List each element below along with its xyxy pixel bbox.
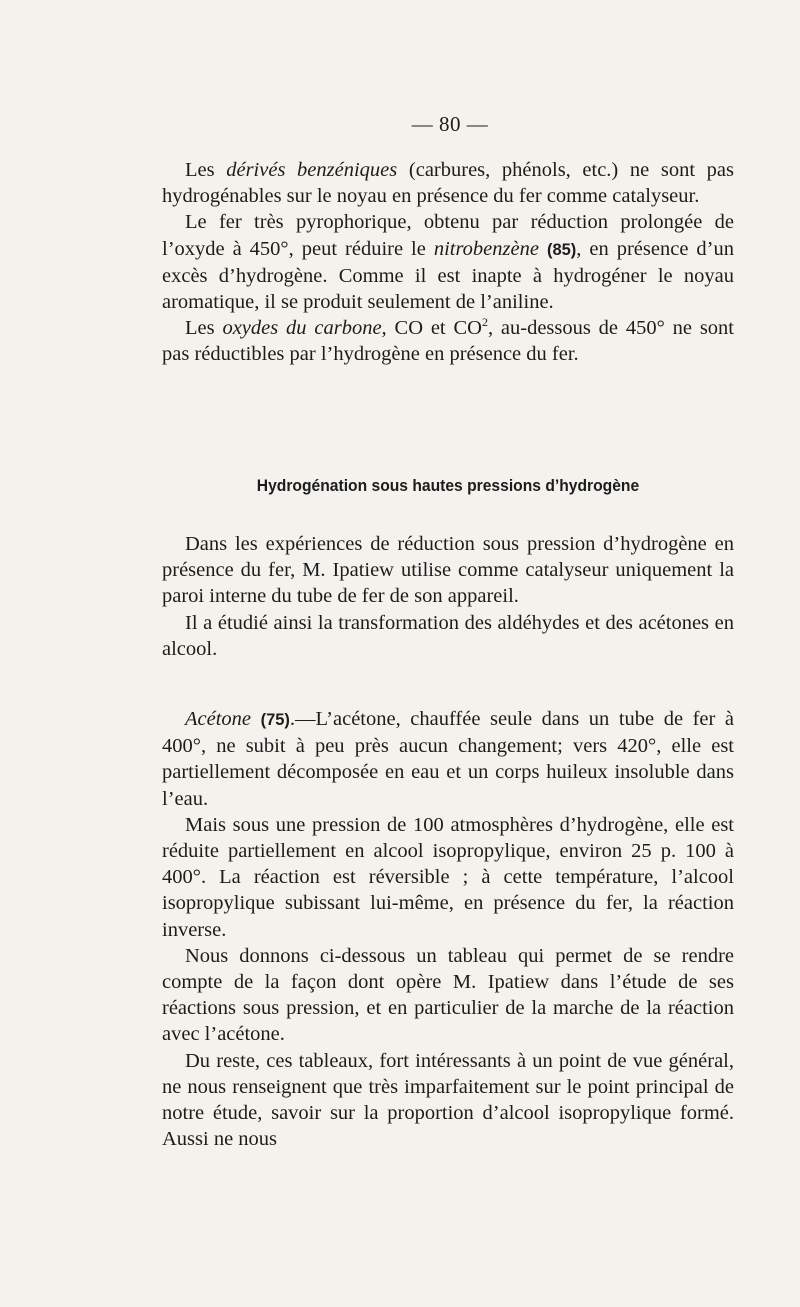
text-run: , en présence d’un excès d’hydrogène. Comme il est inapte à hydrogéner le noyau aromatique, il se produit seulement de l’aniline. xyxy=(162,237,734,314)
paragraph xyxy=(162,706,734,812)
paragraph xyxy=(162,209,734,315)
paragraph xyxy=(162,315,734,367)
superscript: 2 xyxy=(481,315,488,330)
text-run: (carbures, phénols, etc.) ne sont pas hydrogénables sur le noyau en présence du fer comme catalyseur. xyxy=(162,159,734,208)
section-heading: Hydrogénation sous hautes pressions d’hydrogène xyxy=(256,476,640,495)
paragraph xyxy=(162,157,734,209)
italic-term: dérivés benzéniques xyxy=(226,159,398,181)
page-number: — 80 — xyxy=(411,112,489,136)
text-run: , au-dessous de 450° ne sont pas réductibles par l’hydrogène en présence du fer. xyxy=(162,317,735,366)
reference-number: (85) xyxy=(546,240,577,259)
text-block-1 xyxy=(162,157,734,368)
text-run: CO et CO xyxy=(386,317,482,340)
paragraph: Mais sous une pression de 100 atmosphères d’hydrogène, elle est réduite partiellement en alcool isopropylique, environ 25 p. 100 à 400°. La réaction est réversible ; à cette température, l’alcool isopropylique subissant lui-même, en présence du fer, la réaction inverse. xyxy=(162,813,734,941)
italic-term: Acétone xyxy=(185,708,252,730)
paragraph: Nous donnons ci-dessous un tableau qui permet de se rendre compte de la façon dont opère M. Ipatiew dans l’étude de ses réactions sous pression, et en particulier de la marche de la réaction avec l’acétone. xyxy=(162,944,734,1046)
text-run: Les xyxy=(185,317,223,340)
paragraph: Du reste, ces tableaux, fort intéressants à un point de vue général, ne nous renseignent que très imparfaitement sur le point principal de notre étude, savoir sur la proportion d’alcool isopropylique formé. Aussi ne nous xyxy=(162,1049,734,1151)
paragraph: Il a étudié ainsi la transformation des aldéhydes et des acétones en alcool. xyxy=(162,611,734,660)
reference-number: (75) xyxy=(260,711,290,729)
text-block-2 xyxy=(162,531,734,662)
text-run: Les xyxy=(185,159,227,181)
text-run: .—L’acétone, chauffée seule dans un tube de fer à 400°, ne subit à peu près aucun changement; vers 420°, elle est partiellement décomposée en eau et un corps huileux insoluble dans l’eau. xyxy=(162,708,735,810)
paragraph: Dans les expériences de réduction sous pression d’hydrogène en présence du fer, M. Ipatiew utilise comme catalyseur uniquement la paroi interne du tube de fer de son appareil. xyxy=(162,533,734,608)
italic-term: nitrobenzène xyxy=(433,237,539,260)
text-block-3 xyxy=(162,706,734,1152)
italic-term: oxydes du carbone, xyxy=(222,317,387,340)
text-run: Le fer très pyrophorique, obtenu par réduction prolongée de l’oxyde à 450°, peut réduire le xyxy=(162,211,734,260)
